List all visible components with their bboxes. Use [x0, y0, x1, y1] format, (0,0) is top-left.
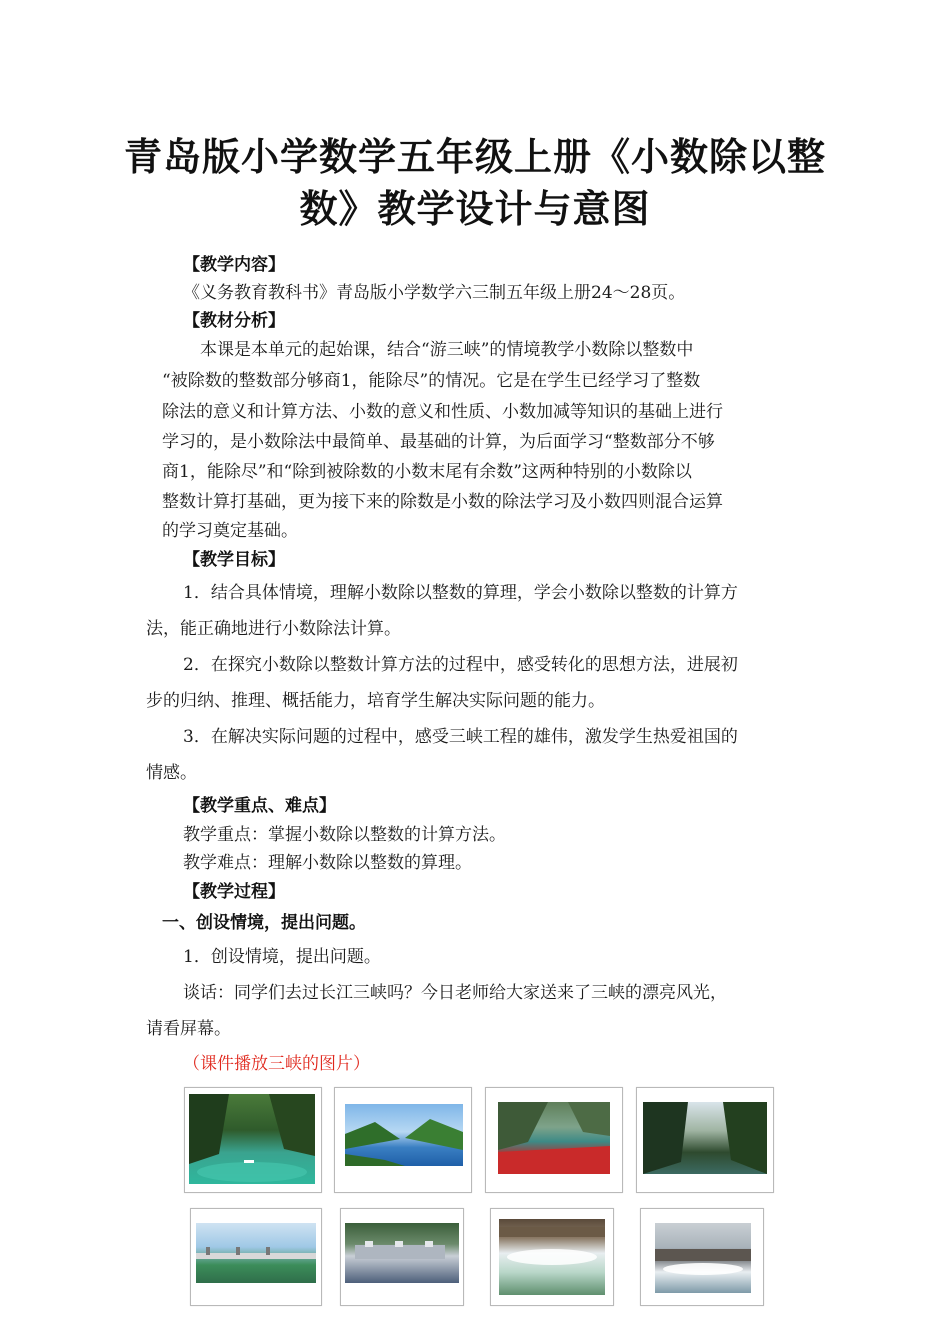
gorge-photo-4-frame: [636, 1087, 774, 1193]
heading-teaching-content: 【教学内容】: [183, 255, 285, 275]
document-title-line1: 青岛版小学数学五年级上册《小数除以整: [123, 135, 826, 179]
step1-sub: 1．创设情境，提出问题。: [183, 947, 381, 967]
analysis-line-2: “被除数的整数部分够商1，能除尽”的情况。它是在学生已经学习了整数: [162, 371, 701, 391]
gorge-photo-2: [345, 1104, 463, 1166]
dam-photo-2: [345, 1223, 459, 1283]
goal-line-1: 1．结合具体情境，理解小数除以整数的算理，学会小数除以整数的计算方: [183, 583, 738, 603]
goal-line-4: 步的归纳、推理、概括能力，培育学生解决实际问题的能力。: [146, 691, 605, 711]
teaching-content-text: 《义务教育教科书》青岛版小学数学六三制五年级上册24～28页。: [183, 283, 686, 303]
heading-teaching-process: 【教学过程】: [183, 882, 285, 902]
courseware-note: （课件播放三峡的图片）: [183, 1054, 370, 1074]
gorge-photo-1: [189, 1094, 315, 1184]
dam-photo-4-frame: [640, 1208, 764, 1306]
talk-line-1: 谈话：同学们去过长江三峡吗？今日老师给大家送来了三峡的漂亮风光，: [183, 983, 727, 1003]
dam-photo-1: [196, 1223, 316, 1283]
document-title-line2: 数》教学设计与意图: [299, 187, 651, 231]
analysis-line-7: 的学习奠定基础。: [162, 521, 298, 541]
step1-heading: 一、创设情境，提出问题。: [162, 913, 366, 933]
gorge-photo-2-frame: [334, 1087, 472, 1193]
key-point-text: 教学重点：掌握小数除以整数的计算方法。: [183, 825, 506, 845]
analysis-line-1: 本课是本单元的起始课，结合“游三峡”的情境教学小数除以整数中: [200, 340, 694, 360]
gorge-photo-1-frame: [184, 1087, 322, 1193]
analysis-line-6: 整数计算打基础，更为接下来的除数是小数的除法学习及小数四则混合运算: [162, 492, 723, 512]
dam-photo-1-frame: [190, 1208, 322, 1306]
goal-line-6: 情感。: [146, 763, 197, 783]
heading-teaching-goals: 【教学目标】: [183, 550, 285, 570]
analysis-line-3: 除法的意义和计算方法、小数的意义和性质、小数加减等知识的基础上进行: [162, 402, 723, 422]
talk-line-2: 请看屏幕。: [146, 1019, 231, 1039]
goal-line-5: 3．在解决实际问题的过程中，感受三峡工程的雄伟，激发学生热爱祖国的: [183, 727, 738, 747]
dam-photo-3-frame: [490, 1208, 614, 1306]
goal-line-2: 法，能正确地进行小数除法计算。: [146, 619, 401, 639]
difficult-point-text: 教学难点：理解小数除以整数的算理。: [183, 853, 472, 873]
gorge-photo-3: [498, 1102, 610, 1174]
gorge-photo-3-frame: [485, 1087, 623, 1193]
heading-key-difficult: 【教学重点、难点】: [183, 796, 336, 816]
dam-photo-3: [499, 1219, 605, 1295]
heading-material-analysis: 【教材分析】: [183, 311, 285, 331]
goal-line-3: 2．在探究小数除以整数计算方法的过程中，感受转化的思想方法，进展初: [183, 655, 738, 675]
dam-photo-4: [655, 1223, 751, 1293]
analysis-line-5: 商1，能除尽”和“除到被除数的小数末尾有余数”这两种特别的小数除以: [162, 462, 692, 482]
gorge-photo-4: [643, 1102, 767, 1174]
dam-photo-2-frame: [340, 1208, 464, 1306]
analysis-line-4: 学习的，是小数除法中最简单、最基础的计算，为后面学习“整数部分不够: [162, 432, 715, 452]
